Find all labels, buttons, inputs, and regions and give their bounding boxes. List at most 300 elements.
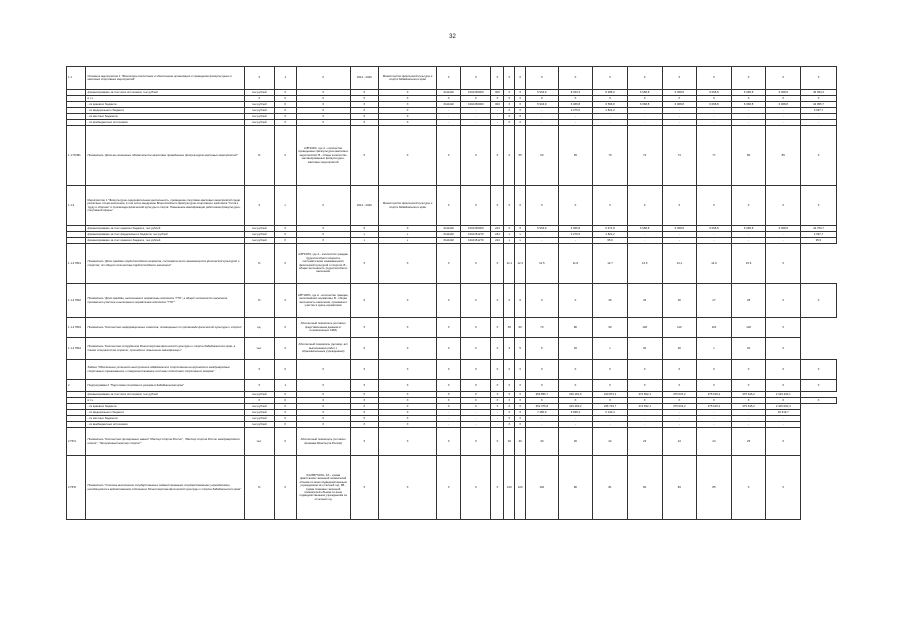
table-cell: Х [274,392,296,398]
table-cell: - [526,232,558,238]
table-cell: Х [378,318,436,338]
table-cell: Х [378,114,436,120]
table-cell: Х [461,360,491,380]
table-cell: Х [437,318,461,338]
table-cell: Х [437,398,461,404]
table-cell: Х [515,410,526,416]
table-cell: тыс.рублей [244,392,274,398]
row-name-cell: финансирование за счет всех источников, тыс.рублей [86,392,244,398]
table-cell: - [593,422,628,428]
table-cell: - [491,120,504,126]
table-cell: - [491,410,504,416]
table-cell: Х [515,108,526,114]
table-cell: Х [558,360,593,380]
table-cell: тыс.рублей [244,90,274,96]
table-cell: 60 [526,126,558,186]
table-cell: Х [504,102,515,108]
table-row [67,338,837,360]
table-cell: Х [378,120,436,126]
table-cell: 70 [593,126,628,186]
table-cell: Х [766,244,801,284]
table-cell: х [504,232,515,238]
table-cell: Х [515,380,526,392]
table-cell: Х [437,186,461,226]
table-cell: Х [378,338,436,360]
table-cell: Х [296,232,350,238]
table-cell: Х [296,238,350,244]
table-cell: 000 [491,102,504,108]
row-name-cell: Показатель "Степень выполнения государственных заданий краевыми государственными учреждениями, находящимися в ведомственном подчинении Министерства физической культуры и спорта Забайкальского края" [86,456,244,520]
table-cell: (ΣА/ΣВ)*100%, ΣА - сумма фактических значений показателей объема по всем подведомственным учреждениям за отчетный год; ΣВ - сумма плановых значений показателей объема по всем подведомственным учреждениям за отчетный год [296,456,350,520]
table-cell: Х [558,284,593,318]
table-cell: 0111102 [437,226,461,232]
table-cell: Х [504,416,515,422]
table-cell: Х [491,428,504,456]
table-cell: Х [515,398,526,404]
table-cell: Х [627,96,662,102]
table-cell: Х [697,398,732,404]
table-cell: 1 [274,380,296,392]
table-cell: Х [296,360,350,380]
table-cell: 80 [558,318,593,338]
row-name-cell: Задача "Обеспечение успешного выступления забайкальских спортсменов на крупнейших международных спортивных соревнованиях и совершенствование системы подготовки спортивного резерва" [86,360,244,380]
table-cell: Х [296,67,350,90]
table-cell: 6 068,8 [731,102,766,108]
table-cell: Х [296,410,350,416]
table-cell: 42 760,7 [801,226,837,232]
table-cell: - [461,410,491,416]
table-cell: Х [504,67,515,90]
table-cell: 100 [627,318,662,338]
table-cell: - [662,108,697,114]
table-cell: 5 [504,338,515,360]
table-cell: - [593,416,628,422]
table-cell: 110 [662,318,697,338]
table-cell: 0111102 [437,102,461,108]
table-cell: 24 [662,428,697,456]
table-cell: - [526,416,558,422]
table-cell: 6 068,8 [697,102,732,108]
table-cell: - [801,120,837,126]
table-cell: - [731,416,766,422]
table-cell: Х [491,398,504,404]
table-cell: Х [437,126,461,186]
table-cell: 6 068,8 [697,226,732,232]
table-cell: 375 615,2 [731,392,766,398]
table-cell: - [461,114,491,120]
table-cell: 235 733,7 [593,404,628,410]
table-cell: Х [437,244,461,284]
table-cell: Х [504,186,515,226]
table-cell: 6 066,8 [558,226,593,232]
table-cell: 30 [515,428,526,456]
table-cell: Х [558,398,593,404]
table-cell: 0111102 [437,90,461,96]
table-cell: 6 068,8 [627,90,662,96]
table-cell: Х [526,96,558,102]
table-cell: Х [801,126,837,186]
table-cell: 352 375,8 [526,404,558,410]
table-cell: Х [378,380,436,392]
table-cell: Х [515,96,526,102]
table-cell: - [766,120,801,126]
row-name-cell: - из федерального бюджета [86,108,244,114]
table-cell: ед. [244,318,274,338]
table-cell: Х [350,456,378,520]
table-cell: Х [296,108,350,114]
table-cell: - [491,416,504,422]
table-cell: - [662,410,697,416]
table-cell: Х [296,102,350,108]
table-cell: Министерство физической культуры и спорта Забайкальского края [378,186,436,226]
table-cell: Х [515,404,526,410]
table-cell: 80 [558,456,593,520]
table-cell: тыс.рублей [244,114,274,120]
table-cell: 83 [662,456,697,520]
table-cell: 6 066,8 [558,102,593,108]
table-cell: Х [515,416,526,422]
table-cell: Х [766,338,801,360]
table-cell: Х [766,186,801,226]
table-cell: 1 [274,67,296,90]
table-cell: Х [378,102,436,108]
table-cell: Х [627,380,662,392]
table-cell: - [593,120,628,126]
table-cell: - [697,114,732,120]
table-cell: Х [274,360,296,380]
table-cell: 20 [731,338,766,360]
table-cell: Х [378,90,436,96]
table-cell: 25 [731,428,766,456]
table-cell: - [731,108,766,114]
table-cell: Х [491,380,504,392]
table-cell: Х [350,126,378,186]
table-cell: - [558,238,593,244]
table-cell: 74 [662,126,697,186]
table-cell: Х [274,416,296,422]
table-cell: 100 [526,456,558,520]
table-cell: - [558,120,593,126]
table-cell: Х [766,318,801,338]
table-cell: - [766,238,801,244]
table-cell: х [697,338,732,360]
table-cell: 243 874,1 [593,392,628,398]
table-cell: Х [731,398,766,404]
table-cell: Х [515,114,526,120]
table-cell: Х [378,126,436,186]
table-cell: Х [504,422,515,428]
table-cell: Х [766,284,801,318]
table-cell: 46 953,4 [801,90,837,96]
table-cell: Х [627,360,662,380]
table-cell: х [350,232,378,238]
table-cell: 6 068,8 [627,102,662,108]
row-name-cell: - из краевого бюджета [86,102,244,108]
table-cell: Х [801,67,837,90]
table-cell: 85 [697,456,732,520]
table-cell: 375 615,2 [697,404,732,410]
row-code-cell [67,360,86,380]
table-cell: Х [378,108,436,114]
table-cell: - [526,114,558,120]
table-cell: % [244,244,274,284]
table-cell: 323 483,2 [558,404,593,410]
table-cell: Х [801,398,837,404]
table-cell: Х [274,90,296,96]
table-cell: 12,5 [526,244,558,284]
table-cell: Х [526,67,558,90]
table-cell: Х [515,120,526,126]
row-code-cell: 1.1.2 ПМ1 [67,244,86,284]
table-cell: - [627,114,662,120]
table-cell: А/В*100%, где А - количество граждан, выполнивших нормативы; В - общая численность населения, принявшего участие в сдаче нормативов [296,284,350,318]
table-cell: Х [350,428,378,456]
table-cell: Абсолютный показатель (договор, акт выполненных работ с образовательным учреждением) [296,338,350,360]
table-cell: Х [504,90,515,96]
table-cell: Х [437,284,461,318]
table-cell: Х [461,398,491,404]
table-cell: - [801,114,837,120]
table-cell: - [437,108,461,114]
table-cell: Х [731,380,766,392]
table-cell: Х [274,456,296,520]
row-name-cell: Показатель "Доля вы-полненных обязательств качествен проведенных физкультурно-массовых мероприятий" [86,126,244,186]
table-cell: чел. [244,338,274,360]
table-cell: - [627,422,662,428]
table-body [67,67,837,520]
table-cell: - [461,108,491,114]
table-cell: Х [697,67,732,90]
table-cell: 12,1 [504,244,515,284]
table-cell: Х [515,422,526,428]
table-cell: Х [350,404,378,410]
table-cell: Х [350,392,378,398]
table-cell: Х [274,338,296,360]
table-cell: 6 068,8 [662,90,697,96]
table-cell: Х [350,422,378,428]
table-cell: Х [504,284,515,318]
table-cell: - [662,416,697,422]
table-cell: Х [296,422,350,428]
table-cell: Х [296,90,350,96]
table-cell: - [461,416,491,422]
table-cell: - [662,114,697,120]
table-cell: 115 [697,318,732,338]
table-cell: 8 388,0 [593,90,628,96]
table-cell: Х [378,456,436,520]
table-cell: Х [350,102,378,108]
table-cell: - [558,422,593,428]
table-cell: х [515,232,526,238]
table-cell: - [627,232,662,238]
row-name-cell: - из внебюджетных источников [86,422,244,428]
table-cell: 27 [697,284,732,318]
table-cell: 244 [491,238,504,244]
row-name-cell: Основное мероприятие 1 "Физическое воспитание и обеспечение организации и проведения физкультурных и массовых спортивных мероприятий" [86,67,244,90]
table-cell: - [461,422,491,428]
table-cell: - [766,422,801,428]
table-cell: 14,1 [662,244,697,284]
table-cell: Х [504,380,515,392]
table-cell: - [437,416,461,422]
row-name-cell: - из краевого бюджета [86,404,244,410]
row-code-cell: 1.1 [67,67,86,90]
table-cell: 375 615,2 [662,404,697,410]
table-cell: - [437,410,461,416]
table-cell: % [244,284,274,318]
table-cell: Х [526,186,558,226]
table-cell: Х [378,404,436,410]
table-cell: 375 615,2 [662,392,697,398]
row-code-cell: 2 ПП1 [67,428,86,456]
table-cell: 244 [491,232,504,238]
table-cell: 5 [526,338,558,360]
table-cell: тыс.рублей [244,410,274,416]
table-cell: 1010151270 [461,238,491,244]
table-cell: тыс.рублей [244,416,274,422]
table-cell: Х [504,404,515,410]
table-cell: 7 480,9 [526,410,558,416]
table-cell: Х [274,422,296,428]
table-cell: Х [593,360,628,380]
table-cell: Х [766,456,801,520]
table-cell: Х [437,392,461,398]
table-cell: - [526,422,558,428]
table-cell: Х [437,380,461,392]
table-cell: 24 [697,428,732,456]
table-cell: Х [350,338,378,360]
table-cell: Х [461,428,491,456]
row-code-cell: 2 [67,380,86,392]
table-cell: Х [504,114,515,120]
table-cell: Х [350,244,378,284]
table-cell: Х [515,67,526,90]
table-cell: Х [274,102,296,108]
table-cell: 6 068,8 [627,226,662,232]
table-cell: Х [274,428,296,456]
table-cell: Х [461,338,491,360]
table-cell: 1010150000 [461,90,491,96]
table-cell: 85 [766,126,801,186]
table-cell: - [437,114,461,120]
table-cell: Х [504,120,515,126]
table-cell: 11,8 [558,244,593,284]
table-cell: Х [801,96,837,102]
table-cell: Х [515,360,526,380]
row-code-cell: 2 ПП2 [67,456,86,520]
table-cell: 82 [627,456,662,520]
table-cell: Х [461,318,491,338]
table-cell: Х [461,392,491,398]
table-cell: Х [461,404,491,410]
table-cell: - [731,410,766,416]
table-cell: Х [461,96,491,102]
table-cell: 1010150000 [461,102,491,108]
table-cell: Х [766,380,801,392]
table-cell: Х [244,67,274,90]
table-cell: 6 068,8 [662,102,697,108]
table-cell: - [461,120,491,126]
table-cell: Х [461,456,491,520]
table-cell: Х [662,380,697,392]
table-cell: Х [274,238,296,244]
table-cell: 70 [526,318,558,338]
table-cell: Х [491,318,504,338]
table-cell: 4 097,7 [801,232,837,238]
table-cell: Х [801,380,837,392]
table-cell: 374 652,1 [627,392,662,398]
table-cell: Х [515,90,526,96]
table-cell: 2 276,5 [558,232,593,238]
row-name-cell: финансирование за счет краевого бюджета, тыс.рублей [86,226,244,232]
table-cell: 12,7 [593,244,628,284]
row-name-cell: - из внебюджетных источников [86,120,244,126]
table-cell: Х [461,284,491,318]
table-cell: 13,5 [627,244,662,284]
table-cell: - [526,108,558,114]
table-cell: Х [515,284,526,318]
table-cell: Х [515,392,526,398]
table-cell: 120 [731,318,766,338]
table-cell: Х [515,226,526,232]
table-cell: Х [491,360,504,380]
table-cell: - [697,232,732,238]
table-cell: Х [378,360,436,380]
table-cell: 26 [662,284,697,318]
table-cell: 2014 - 2020 [350,186,378,226]
table-cell: тыс.рублей [244,102,274,108]
table-cell: Х [731,456,766,520]
table-cell: 6 068,8 [766,102,801,108]
table-cell: Х [274,404,296,410]
table-cell: Х [593,186,628,226]
table-cell: 244 [491,226,504,232]
table-cell: х [350,238,378,244]
table-cell: Х [766,428,801,456]
table-cell: Х [558,96,593,102]
table-cell: Х [801,360,837,380]
table-cell: Х [244,398,274,404]
row-code-cell: 1.1.2. [67,186,86,226]
table-cell: - [662,238,697,244]
table-cell: 77 [697,126,732,186]
table-cell: Х [274,120,296,126]
table-row [67,380,837,392]
table-row [67,67,837,90]
table-cell: 5 934,9 [526,90,558,96]
table-cell: Х [296,398,350,404]
table-cell: Х [766,398,801,404]
table-cell: 1010150000 [461,226,491,232]
table-cell: Х [731,67,766,90]
table-cell: 50 [504,318,515,338]
table-cell: Х [274,410,296,416]
table-cell: Х [437,360,461,380]
table-cell: 2 276,5 [558,108,593,114]
row-code-cell: 1.1 ПОМ1 [67,126,86,186]
table-cell: - [437,120,461,126]
table-cell: 60 [515,318,526,338]
table-cell: - [627,238,662,244]
table-cell: Х [627,186,662,226]
table-cell: Х [296,226,350,232]
table-cell: Х [697,360,732,380]
table-cell: х [593,338,628,360]
table-cell: Х [627,398,662,404]
table-cell: - [662,232,697,238]
table-cell: Х [350,380,378,392]
table-cell: - [558,416,593,422]
